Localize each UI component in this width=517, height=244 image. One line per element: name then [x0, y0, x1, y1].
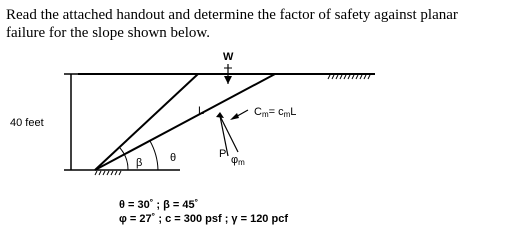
- plane-length-label: L: [198, 105, 205, 117]
- theta-label: θ: [170, 152, 177, 164]
- weight-arrowhead: [224, 76, 232, 84]
- beta-label: β: [136, 157, 143, 169]
- failure-plane: [95, 74, 275, 170]
- crest-ground-hatch: [328, 75, 370, 79]
- cohesion-arrowhead: [230, 113, 239, 120]
- load-label: W: [223, 51, 234, 63]
- theta-angle-arc: [150, 141, 158, 170]
- beta-angle-arc: [120, 148, 128, 170]
- toe-ground-hatch: [95, 171, 121, 175]
- cohesion-label: Cm= cmL: [254, 106, 297, 119]
- reaction-label: P: [219, 148, 227, 160]
- friction-angle-label: φm: [231, 154, 245, 167]
- parameters-line-1: θ = 30˚ ; β = 45˚: [119, 199, 199, 211]
- problem-line-1: Read the attached handout and determine the factor of safety against planar: [6, 7, 458, 23]
- problem-line-2: failure for the slope shown below.: [6, 25, 210, 41]
- reaction-arrowhead: [216, 112, 224, 118]
- height-label: 40 feet: [10, 117, 44, 129]
- slope-face: [95, 74, 198, 170]
- normal-reaction-line: [220, 116, 238, 152]
- parameters-line-2: φ = 27˚ ; c = 300 psf ; γ = 120 pcf: [119, 213, 288, 225]
